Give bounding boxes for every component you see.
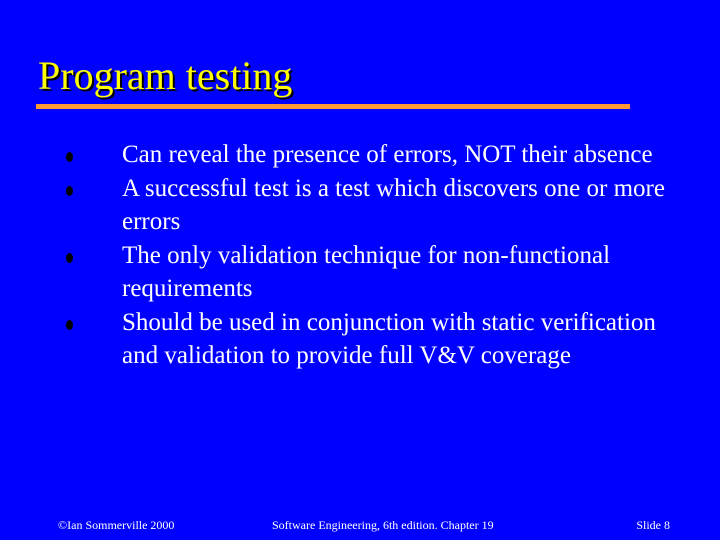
bullet-item (0, 306, 682, 373)
bullet-text: The only validation technique for non-functional requirements (122, 241, 611, 302)
footer-slide-number: Slide 8 (636, 518, 670, 532)
bullet-dot-icon (66, 253, 73, 263)
bullet-item (0, 172, 682, 239)
bullet-text: Can reveal the presence of errors, NOT their absence (122, 141, 653, 168)
bullet-text: Should be used in conjunction with static verification and validation to provide full V&V coverage (122, 308, 656, 369)
bullet-list (0, 138, 682, 373)
footer-copyright: ©Ian Sommerville 2000 (58, 518, 175, 532)
bullet-item (0, 239, 682, 306)
title-underline (36, 104, 630, 109)
bullet-item (0, 138, 682, 172)
bullet-dot-icon (66, 320, 73, 330)
bullet-dot-icon (66, 186, 73, 196)
footer-book-title: Software Engineering, 6th edition. Chapter 19 (272, 518, 494, 532)
slide-title: Program testing (38, 53, 293, 98)
bullet-dot-icon (66, 152, 73, 162)
bullet-text: A successful test is a test which discovers one or more errors (122, 174, 665, 235)
